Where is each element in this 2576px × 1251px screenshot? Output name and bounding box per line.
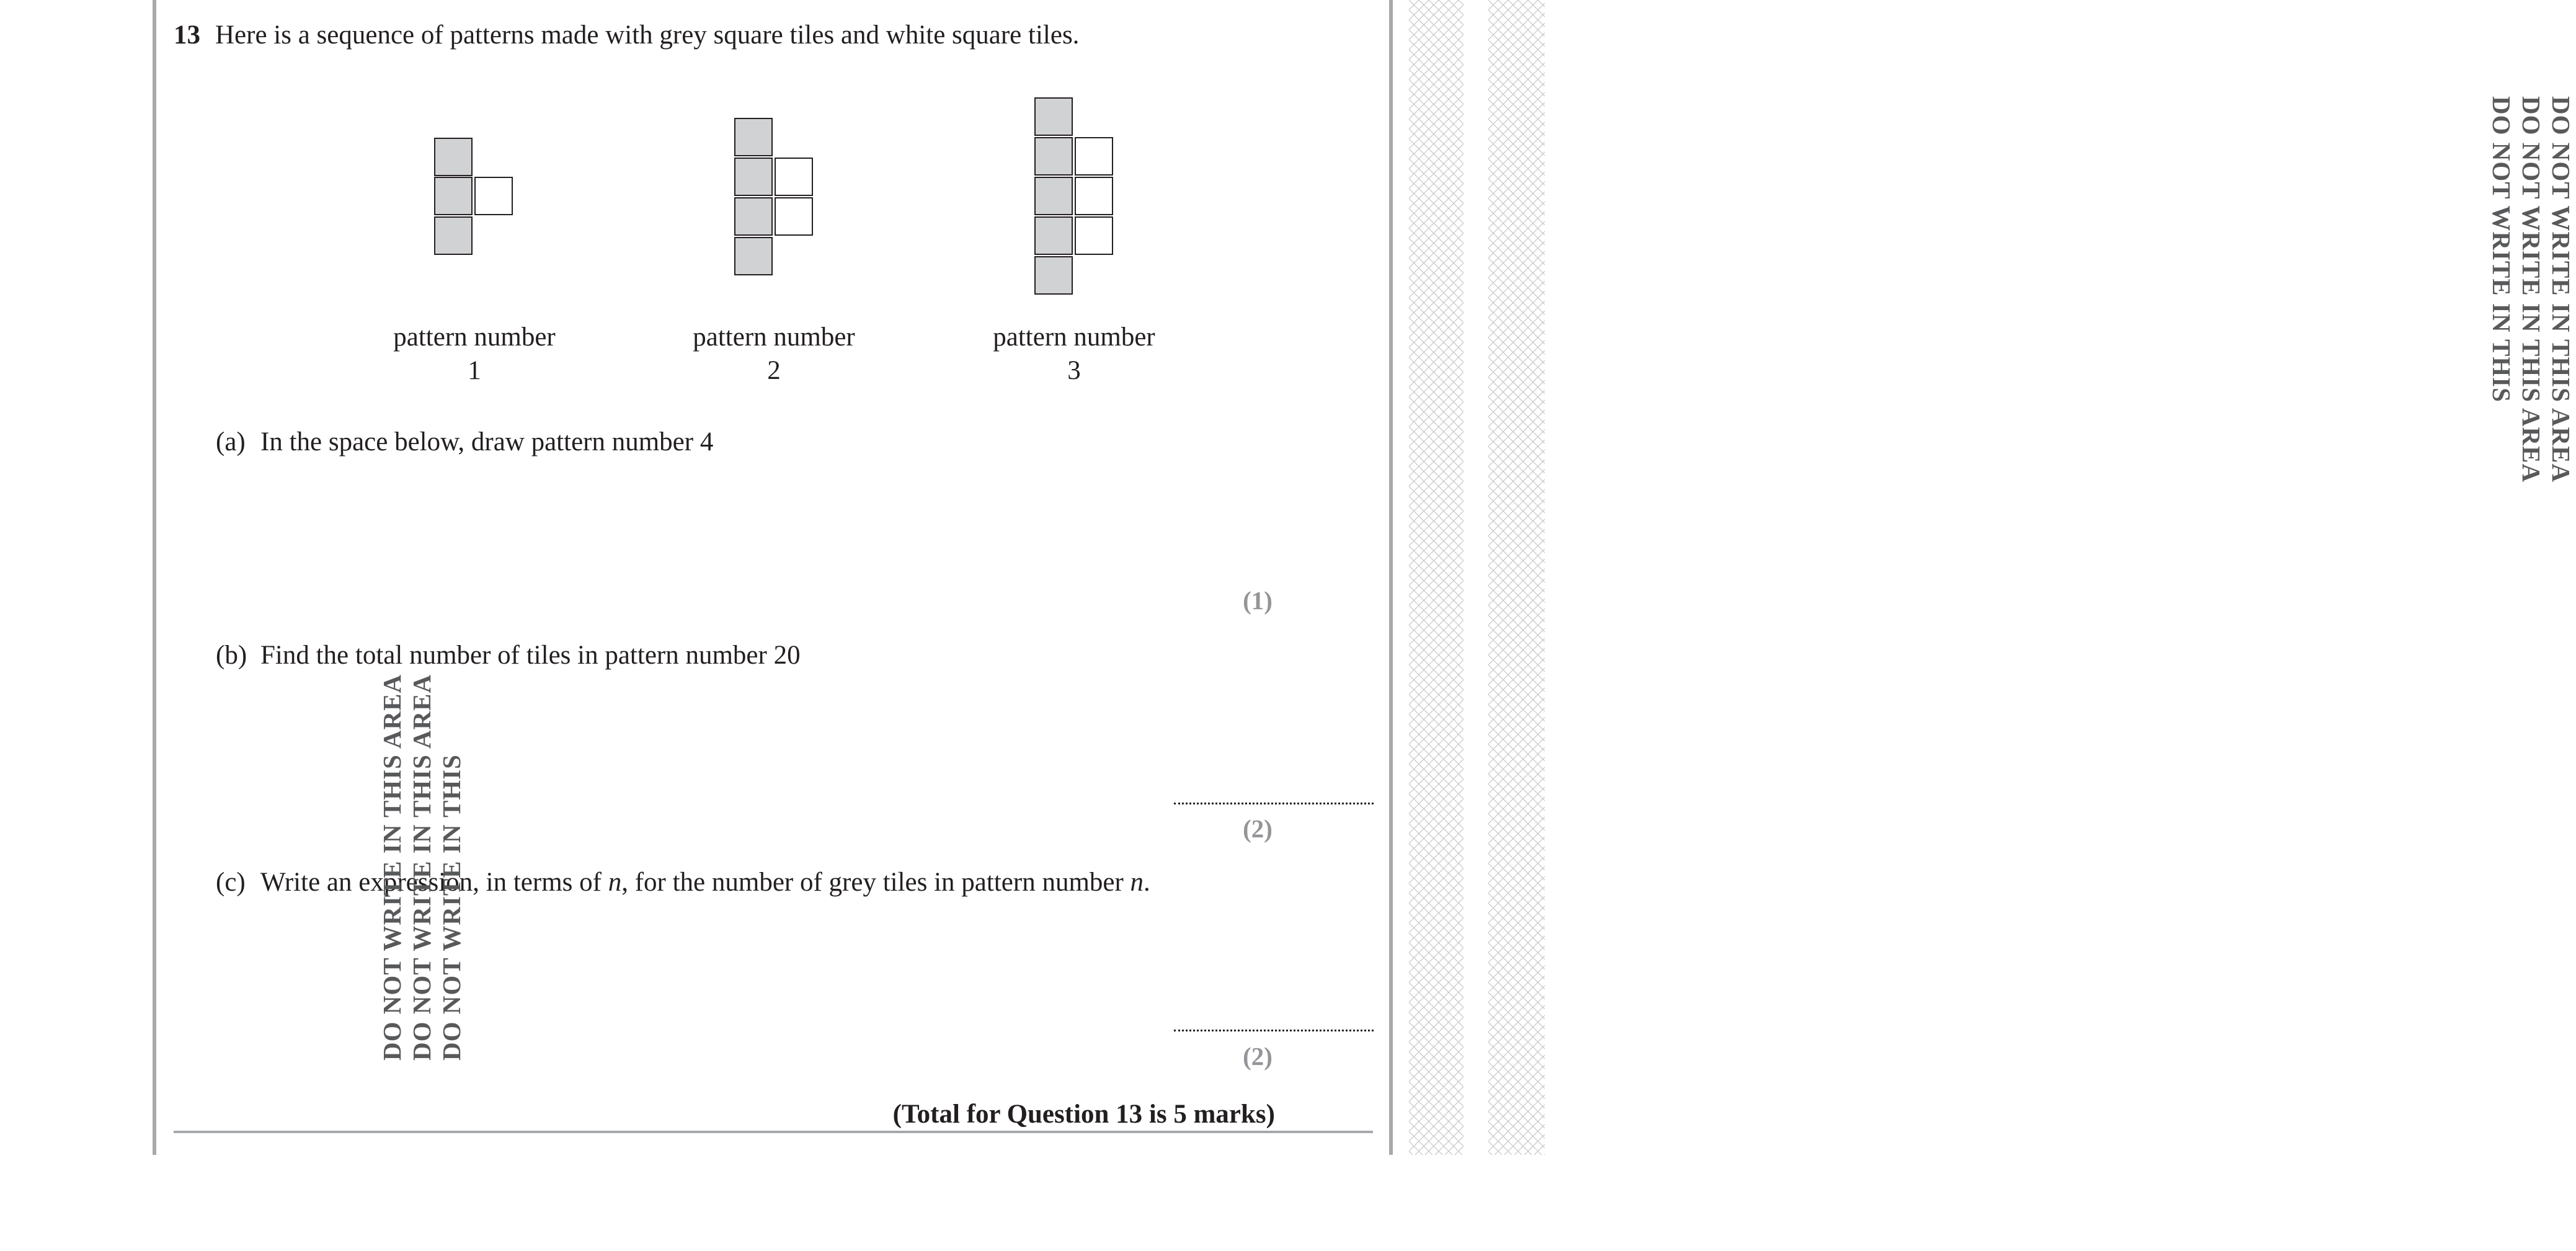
margin-segment: DO NOT WRITE IN THIS AREA bbox=[2517, 96, 2546, 483]
part-c-text-after: . bbox=[1144, 868, 1150, 897]
part-c-marks: (2) bbox=[1243, 1042, 1272, 1071]
part-a-marks: (1) bbox=[1243, 586, 1272, 615]
pattern-label-number: 3 bbox=[1067, 356, 1081, 385]
question-number: 13 bbox=[174, 20, 200, 50]
pattern-label-number: 1 bbox=[468, 356, 481, 385]
pattern-label-number: 2 bbox=[767, 356, 781, 385]
pattern-label-text: pattern number bbox=[993, 323, 1155, 352]
part-c-label: (c) bbox=[216, 868, 246, 897]
pattern-label-text: pattern number bbox=[693, 323, 855, 352]
margin-segment: DO NOT WRITE IN THIS bbox=[437, 754, 466, 1061]
part-b-text: Find the total number of tiles in pattern number 20 bbox=[260, 641, 801, 670]
margin-warning-text bbox=[377, 0, 1532, 1061]
pattern-label-text: pattern number bbox=[393, 323, 556, 352]
margin-warning-text bbox=[1421, 96, 2576, 1251]
part-a-text: In the space below, draw pattern number 4 bbox=[260, 427, 714, 456]
part-a-label: (a) bbox=[216, 427, 246, 456]
part-b-marks: (2) bbox=[1243, 814, 1272, 843]
bottom-rule bbox=[174, 1131, 1373, 1133]
left-margin-rule bbox=[153, 0, 156, 1155]
margin-segment: DO NOT WRITE IN THIS AREA bbox=[2547, 96, 2575, 483]
variable-n: n bbox=[608, 868, 622, 897]
part-c-text-middle: , for the number of grey tiles in pattern number bbox=[621, 868, 1130, 897]
margin-segment: DO NOT WRITE IN THIS AREA bbox=[378, 674, 406, 1061]
margin-segment: DO NOT WRITE IN THIS AREA bbox=[407, 674, 436, 1061]
margin-segment: DO NOT WRITE IN THIS bbox=[2487, 96, 2516, 403]
question-total: (Total for Question 13 is 5 marks) bbox=[892, 1100, 1275, 1129]
part-b-label: (b) bbox=[216, 641, 247, 670]
part-c-text-before: Write an expression, in terms of bbox=[260, 868, 608, 897]
variable-n: n bbox=[1130, 868, 1144, 897]
question-text: Here is a sequence of patterns made with grey square tiles and white square tiles. bbox=[215, 20, 1080, 50]
